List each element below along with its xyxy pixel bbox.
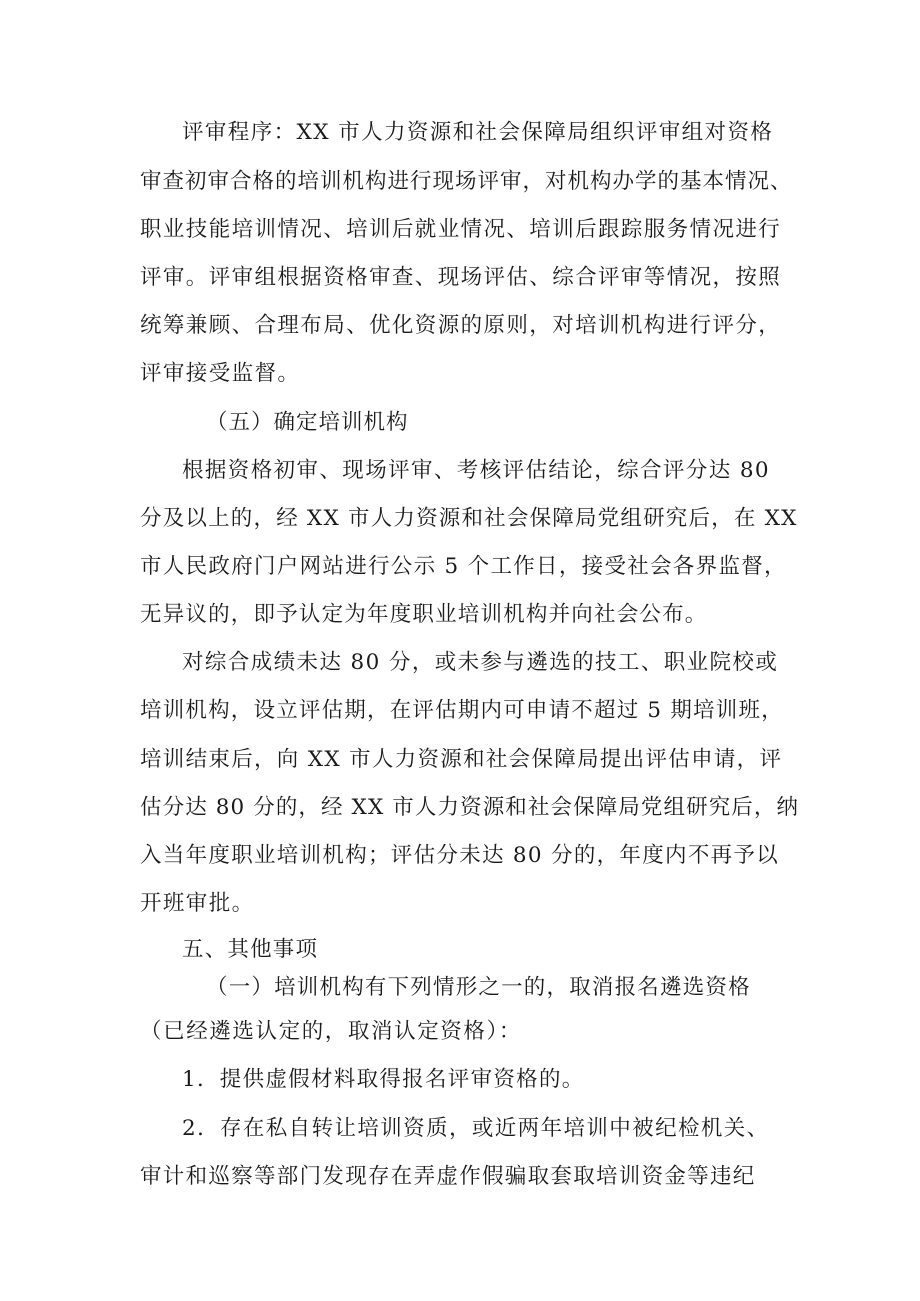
text-line: 入当年度职业培训机构；评估分未达 80 分的，年度内不再予以 (140, 843, 780, 868)
text-line: 评审程序：XX 市人力资源和社会保障局组织评审组对资格 (182, 120, 774, 145)
text-line: 开班审批。 (140, 891, 255, 916)
text-line: 审查初审合格的培训机构进行现场评审，对机构办学的基本情况、 (140, 169, 793, 194)
text-line: 估分达 80 分的，经 XX 市人力资源和社会保障局党组研究后，纳 (140, 795, 800, 820)
text-line: 市人民政府门户网站进行公示 5 个工作日，接受社会各界监督， (140, 554, 787, 579)
list-item: 2．存在私自转让培训资质，或近两年培训中被纪检机关、 (182, 1116, 770, 1141)
text-line: 评审接受监督。 (140, 361, 301, 386)
list-item: 1．提供虚假材料取得报名评审资格的。 (182, 1067, 585, 1092)
text-line: 对综合成绩未达 80 分，或未参与遴选的技工、职业院校或 (182, 650, 779, 675)
text-line: 分及以上的，经 XX 市人力资源和社会保障局党组研究后，在 XX (140, 506, 798, 531)
text-line: 根据资格初审、现场评审、考核评估结论，综合评分达 80 (182, 458, 770, 483)
section-heading: （五）确定培训机构 (206, 410, 409, 435)
text-line: （已经遴选认定的，取消认定资格）： (140, 1019, 522, 1044)
text-line: 培训机构，设立评估期，在评估期内可申请不超过 5 期培训班， (140, 698, 784, 723)
text-line: 统筹兼顾、合理布局、优化资源的原则，对培训机构进行评分， (140, 313, 782, 338)
text-line: 职业技能培训情况、培训后就业情况、培训后跟踪服务情况进行 (140, 217, 782, 242)
text-line: 审计和巡察等部门发现存在弄虚作假骗取套取培训资金等违纪 (140, 1164, 756, 1189)
text-line: 培训结束后，向 XX 市人力资源和社会保障局提出评估申请，评 (140, 747, 783, 772)
section-heading: 五、其他事项 (182, 937, 319, 962)
text-line: （一）培训机构有下列情形之一的，取消报名遴选资格 (206, 975, 751, 1000)
text-line: 无异议的，即予认定为年度职业培训机构并向社会公布。 (140, 602, 708, 627)
text-line: 评审。评审组根据资格审查、现场评估、综合评审等情况，按照 (140, 265, 782, 290)
